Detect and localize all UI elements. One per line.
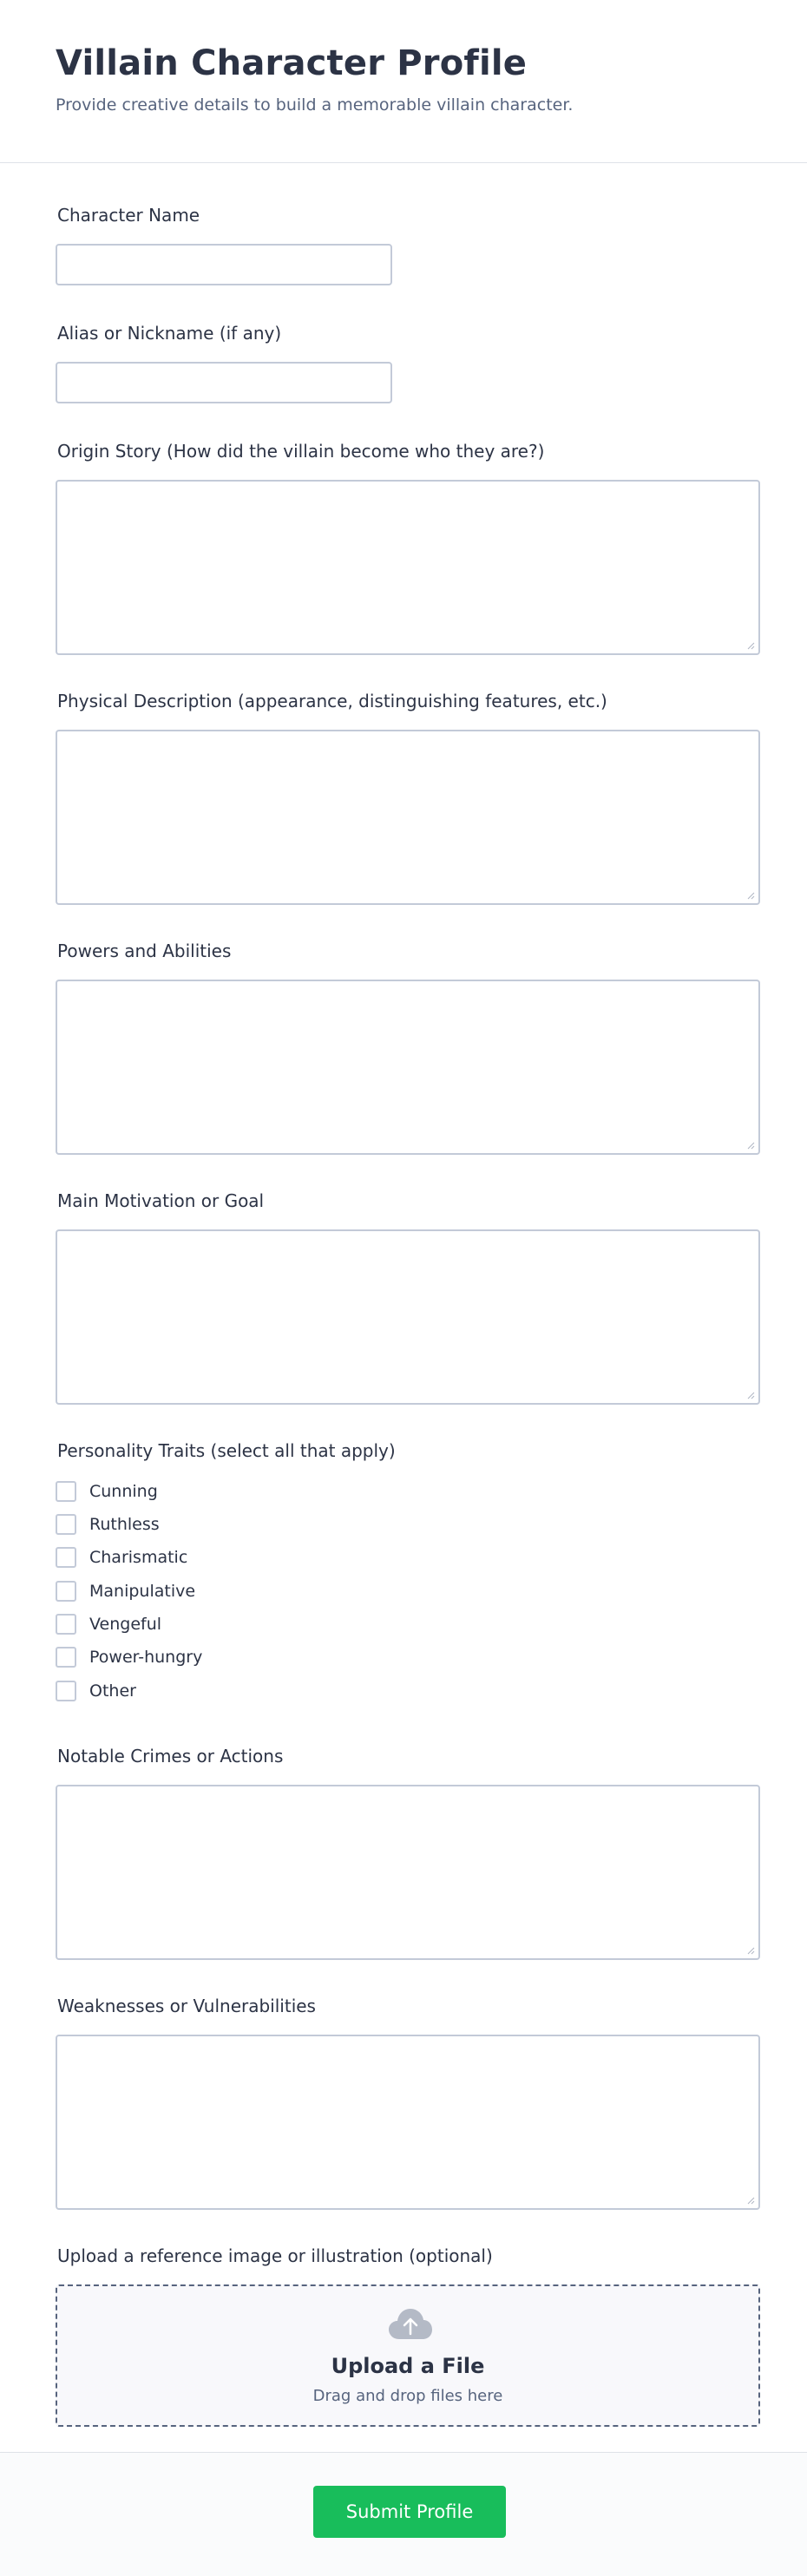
submit-profile-button[interactable]: Submit Profile xyxy=(313,2486,506,2538)
character-name-label: Character Name xyxy=(57,205,200,226)
personality-traits-label: Personality Traits (select all that apply) xyxy=(57,1440,396,1461)
motivation-textarea[interactable] xyxy=(56,1229,760,1405)
trait-checkbox-other[interactable] xyxy=(56,1680,136,1702)
checkbox-label: Power-hungry xyxy=(89,1648,203,1667)
physical-description-label: Physical Description (appearance, distinguishing features, etc.) xyxy=(57,691,607,711)
checkbox[interactable] xyxy=(56,1547,76,1568)
weaknesses-label: Weaknesses or Vulnerabilities xyxy=(57,1996,316,2016)
resize-grip-icon[interactable] xyxy=(747,892,755,900)
alias-input[interactable] xyxy=(56,362,392,403)
checkbox[interactable] xyxy=(56,1681,76,1701)
checkbox-label: Cunning xyxy=(89,1482,158,1501)
trait-checkbox-charismatic[interactable] xyxy=(56,1546,187,1569)
checkbox-label: Manipulative xyxy=(89,1582,196,1601)
resize-grip-icon[interactable] xyxy=(747,1142,755,1150)
checkbox-label: Other xyxy=(89,1681,136,1701)
form-header xyxy=(0,0,807,163)
checkbox-label: Ruthless xyxy=(89,1515,160,1534)
origin-story-textarea[interactable] xyxy=(56,480,760,655)
resize-grip-icon[interactable] xyxy=(747,1392,755,1399)
checkbox-label: Vengeful xyxy=(89,1615,162,1634)
cloud-upload-icon xyxy=(388,2307,433,2340)
upload-label: Upload a reference image or illustration (optional) xyxy=(57,2245,493,2266)
checkbox[interactable] xyxy=(56,1614,76,1635)
checkbox[interactable] xyxy=(56,1581,76,1602)
checkbox[interactable] xyxy=(56,1514,76,1535)
trait-checkbox-cunning[interactable] xyxy=(56,1480,158,1503)
powers-textarea[interactable] xyxy=(56,980,760,1155)
upload-subtitle: Drag and drop files here xyxy=(312,2387,503,2405)
resize-grip-icon[interactable] xyxy=(747,642,755,650)
crimes-label: Notable Crimes or Actions xyxy=(57,1746,284,1766)
motivation-label: Main Motivation or Goal xyxy=(57,1190,265,1211)
page-subtitle: Provide creative details to build a memorable villain character. xyxy=(56,95,574,115)
trait-checkbox-ruthless[interactable] xyxy=(56,1513,160,1536)
physical-description-textarea[interactable] xyxy=(56,730,760,905)
checkbox[interactable] xyxy=(56,1481,76,1502)
origin-story-label: Origin Story (How did the villain become who they are?) xyxy=(57,441,545,462)
trait-checkbox-manipulative[interactable] xyxy=(56,1580,195,1603)
trait-checkbox-power-hungry[interactable] xyxy=(56,1646,202,1668)
checkbox[interactable] xyxy=(56,1647,76,1668)
alias-label: Alias or Nickname (if any) xyxy=(57,323,282,344)
character-name-input[interactable] xyxy=(56,244,392,285)
upload-title: Upload a File xyxy=(331,2354,485,2378)
powers-label: Powers and Abilities xyxy=(57,941,232,961)
trait-checkbox-vengeful[interactable] xyxy=(56,1613,161,1635)
file-upload-dropzone[interactable] xyxy=(56,2284,760,2427)
weaknesses-textarea[interactable] xyxy=(56,2035,760,2210)
form-footer xyxy=(0,2452,807,2576)
resize-grip-icon[interactable] xyxy=(747,2197,755,2205)
checkbox-label: Charismatic xyxy=(89,1548,188,1567)
crimes-textarea[interactable] xyxy=(56,1785,760,1960)
resize-grip-icon[interactable] xyxy=(747,1947,755,1955)
page-title: Villain Character Profile xyxy=(56,43,528,83)
